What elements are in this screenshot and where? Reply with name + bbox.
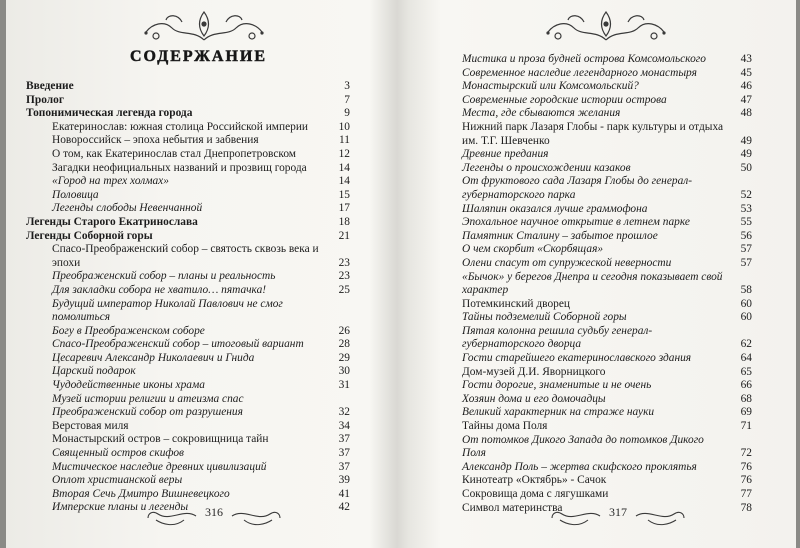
- toc-entry-page: 37: [338, 447, 350, 460]
- toc-entry-page: 69: [740, 406, 752, 419]
- toc-entry-page: 60: [740, 311, 752, 324]
- toc-entry-page: 76: [740, 474, 752, 487]
- toc-entry: [26, 447, 350, 461]
- toc-entry: [452, 311, 752, 325]
- toc-entry-page: 25: [338, 283, 350, 296]
- toc-entry: [26, 134, 350, 148]
- toc-entry-page: 46: [740, 80, 752, 93]
- toc-entry-page: 32: [338, 406, 350, 419]
- left-page: [26, 0, 371, 548]
- toc-entry-title: Цесаревич Александр Николаевич и Гнида: [52, 351, 255, 364]
- toc-entry-page: 68: [740, 392, 752, 405]
- toc-entry-title: Екатеринослав: южная столица Российской империи: [52, 120, 309, 133]
- toc-entry-page: 7: [344, 93, 350, 106]
- toc-entry: [26, 488, 350, 502]
- toc-entry-page: 15: [338, 188, 350, 201]
- toc-entry-title: Оплот христианской веры: [52, 474, 183, 487]
- toc-entry-page: 26: [338, 324, 350, 337]
- toc-entry-page: 39: [338, 474, 350, 487]
- toc-entry-title: Половица: [52, 188, 99, 201]
- toc-entry-title: Символ материнства: [462, 501, 563, 514]
- left-toc-list: [26, 80, 350, 515]
- toc-entry: [26, 230, 350, 244]
- toc-entry: [452, 67, 752, 81]
- toc-entry-title: Мистика и проза будней острова Комсомольского: [462, 53, 706, 65]
- toc-entry-title: Легенды Соборной горы: [26, 229, 153, 242]
- toc-entry: [452, 203, 752, 217]
- toc-entry: [452, 271, 752, 298]
- toc-entry-page: 60: [740, 297, 752, 310]
- toc-entry-title: От фруктового сада Лазаря Глобы до генерал-губернаторского парка: [462, 175, 693, 201]
- toc-entry-title: Нижний парк Лазаря Глобы - парк культуры и отдыха им. Т.Г. Шевченко: [462, 120, 724, 147]
- toc-entry-title: Места, где сбываются желания: [462, 107, 621, 120]
- toc-entry: [26, 420, 350, 434]
- toc-entry: [26, 94, 350, 108]
- toc-entry-page: 57: [740, 243, 752, 256]
- toc-entry-page: 66: [740, 379, 752, 392]
- toc-entry-page: 78: [740, 501, 752, 514]
- toc-entry-title: Тайны подземелий Соборной горы: [462, 311, 627, 324]
- toc-entry: [452, 474, 752, 488]
- toc-entry-page: 31: [338, 379, 350, 392]
- toc-entry: [452, 298, 752, 312]
- toc-entry-page: 37: [338, 460, 350, 473]
- toc-entry-title: Легенды о происхождении казаков: [462, 161, 631, 174]
- toc-entry-title: Гости старейшего екатеринославского здания: [462, 352, 692, 365]
- toc-entry-page: 43: [740, 53, 752, 65]
- toc-entry-page: 3: [344, 80, 350, 92]
- toc-entry-title: Музей истории религии и атеизма спас Преображенский собор от разрушения: [52, 392, 244, 419]
- toc-entry-page: 52: [740, 188, 752, 201]
- toc-entry-title: Эпохальное научное открытие в летнем парке: [462, 216, 690, 229]
- toc-entry-title: Чудодейственные иконы храма: [52, 379, 205, 392]
- toc-entry: [26, 365, 350, 379]
- toc-entry: [26, 80, 350, 94]
- toc-entry-title: Вторая Сечь Дмитро Вишневецкого: [52, 487, 230, 500]
- toc-entry: [26, 325, 350, 339]
- toc-entry: [452, 379, 752, 393]
- page-number: 317: [609, 505, 627, 519]
- top-ornament-icon: [540, 6, 672, 46]
- toc-entry-page: 9: [344, 107, 350, 120]
- toc-entry: [452, 352, 752, 366]
- toc-entry: [26, 189, 350, 203]
- toc-entry-title: Шаляпин оказался лучше граммофона: [462, 202, 648, 215]
- toc-entry-page: 62: [740, 338, 752, 351]
- toc-entry-title: Хозяин дома и его домочадцы: [462, 392, 606, 405]
- toc-entry-page: 11: [339, 134, 350, 147]
- toc-entry-page: 48: [740, 107, 752, 120]
- toc-entry: [452, 107, 752, 121]
- toc-entry-page: 56: [740, 229, 752, 242]
- toc-entry-page: 55: [740, 216, 752, 229]
- toc-entry-page: 21: [338, 229, 350, 242]
- toc-entry: [26, 379, 350, 393]
- toc-entry-title: Легенды слободы Невенчанной: [52, 202, 203, 215]
- toc-entry-page: 57: [740, 256, 752, 269]
- toc-entry: [26, 121, 350, 135]
- toc-entry-page: 58: [740, 284, 752, 297]
- toc-entry: [452, 434, 752, 461]
- toc-entry-title: О чем скорбит «Скорбящая»: [462, 243, 604, 256]
- toc-entry-title: От потомков Дикого Запада до потомков Дикого Поля: [462, 433, 704, 460]
- toc-entry: [26, 148, 350, 162]
- toc-entry-title: Сокровища дома с лягушками: [462, 488, 609, 500]
- toc-entry: [452, 420, 752, 434]
- toc-entry: [452, 393, 752, 407]
- right-toc-list: [452, 53, 752, 515]
- toc-entry-title: Легенды Старого Екатринослава: [26, 215, 198, 228]
- toc-entry-page: 10: [338, 120, 350, 133]
- toc-entry: [452, 162, 752, 176]
- toc-entry-title: Введение: [26, 80, 74, 92]
- toc-entry-title: Монастырский или Комсомольский?: [462, 80, 639, 93]
- toc-entry-title: О том, как Екатеринослав стал Днепропетровском: [52, 147, 297, 160]
- page-number: 316: [205, 505, 223, 519]
- toc-entry-page: 41: [338, 487, 350, 500]
- toc-entry-title: «Бычок» у берегов Днепра и сегодня показывает свой характер: [462, 270, 723, 297]
- toc-entry: [26, 474, 350, 488]
- toc-entry-page: 49: [740, 148, 752, 161]
- toc-entry: [26, 243, 350, 270]
- toc-entry-title: Современное наследие легендарного монастыря: [462, 66, 697, 79]
- toc-entry-title: «Город на трех холмах»: [52, 175, 169, 188]
- toc-entry: [452, 80, 752, 94]
- toc-entry: [452, 53, 752, 67]
- top-ornament-icon: [138, 6, 270, 46]
- toc-entry-page: 12: [338, 147, 350, 160]
- toc-entry: [452, 406, 752, 420]
- toc-entry-title: Царский подарок: [52, 365, 136, 378]
- toc-entry-page: 77: [740, 488, 752, 500]
- toc-entry: [452, 366, 752, 380]
- toc-entry: [452, 325, 752, 352]
- toc-entry: [26, 216, 350, 230]
- toc-entry-title: Великий характерник на страже науки: [462, 406, 655, 419]
- toc-entry-page: 23: [338, 270, 350, 283]
- toc-entry-page: 47: [740, 93, 752, 106]
- toc-entry: [26, 175, 350, 189]
- toc-entry-page: 76: [740, 460, 752, 473]
- toc-entry-page: 64: [740, 352, 752, 365]
- toc-entry-page: 65: [740, 365, 752, 378]
- toc-entry-page: 50: [740, 161, 752, 174]
- toc-entry: [26, 284, 350, 298]
- toc-entry: [26, 298, 350, 325]
- toc-entry-title: Памятник Сталину – забытое прошлое: [462, 229, 658, 242]
- right-page: [452, 0, 772, 548]
- toc-entry-page: 45: [740, 66, 752, 79]
- toc-entry: [452, 175, 752, 202]
- toc-entry-title: Монастырский остров – сокровищница тайн: [52, 433, 269, 446]
- toc-entry-title: Современные городские истории острова: [462, 93, 667, 106]
- toc-entry-title: Имперские планы и легенды: [52, 501, 189, 514]
- toc-entry-page: 34: [338, 419, 350, 432]
- toc-entry: [26, 352, 350, 366]
- toc-entry: [452, 230, 752, 244]
- toc-entry: [452, 216, 752, 230]
- toc-entry-title: Древние предания: [462, 148, 549, 161]
- toc-entry-page: 71: [740, 420, 752, 433]
- book-spread: [6, 0, 796, 548]
- toc-entry: [26, 393, 350, 420]
- toc-entry: [26, 162, 350, 176]
- toc-entry-title: Тайны дома Поля: [462, 420, 548, 433]
- toc-entry: [452, 148, 752, 162]
- toc-entry-page: 53: [740, 202, 752, 215]
- toc-entry-title: Спасо-Преображенский собор – итоговый вариант: [52, 338, 304, 351]
- toc-entry-page: 18: [338, 215, 350, 228]
- toc-entry-page: 17: [338, 202, 350, 215]
- toc-entry: [26, 107, 350, 121]
- toc-entry-title: Будущий император Николай Павлович не смог помолиться: [52, 297, 283, 324]
- toc-entry: [26, 433, 350, 447]
- contents-heading: СОДЕРЖАНИЕ: [129, 48, 268, 65]
- toc-entry-title: Топонимическая легенда города: [26, 107, 193, 120]
- toc-entry-title: Преображенский собор – планы и реальность: [52, 270, 276, 283]
- toc-entry: [452, 461, 752, 475]
- toc-entry: [452, 94, 752, 108]
- toc-entry-title: Александр Поль – жертва скифского проклятья: [462, 460, 697, 473]
- toc-entry-page: 37: [338, 433, 350, 446]
- toc-entry: [452, 488, 752, 502]
- toc-entry-page: 14: [338, 161, 350, 174]
- toc-entry-title: Олени спасут от супружеской неверности: [462, 256, 672, 269]
- toc-entry-page: 72: [740, 447, 752, 460]
- toc-entry-title: Дом-музей Д.И. Яворницкого: [462, 365, 606, 378]
- toc-entry: [26, 270, 350, 284]
- toc-entry-page: 49: [740, 134, 752, 147]
- toc-entry-page: 29: [338, 351, 350, 364]
- toc-entry-page: 30: [338, 365, 350, 378]
- toc-entry-page: 14: [338, 175, 350, 188]
- toc-entry-title: Кинотеатр «Октябрь» - Сачок: [462, 474, 607, 487]
- toc-entry-title: Гости дорогие, знаменитые и не очень: [462, 379, 652, 392]
- toc-entry-title: Священный остров скифов: [52, 447, 184, 460]
- toc-entry-page: 23: [338, 256, 350, 269]
- toc-entry-title: Богу в Преображенском соборе: [52, 324, 205, 337]
- toc-entry-title: Новороссийск – эпоха небытия и забвения: [52, 134, 259, 147]
- toc-entry-page: 28: [338, 338, 350, 351]
- toc-entry-title: Для закладки собора не хватило… пятачка!: [52, 283, 267, 296]
- toc-entry-title: Потемкинский дворец: [462, 297, 571, 310]
- toc-entry: [452, 257, 752, 271]
- toc-entry: [26, 338, 350, 352]
- toc-entry-title: Пятая колонна решила судьбу генерал-губернаторского дворца: [462, 324, 653, 351]
- toc-entry: [452, 243, 752, 257]
- toc-entry-title: Верстовая миля: [52, 419, 129, 432]
- toc-entry: [26, 202, 350, 216]
- toc-entry: [452, 121, 752, 148]
- toc-entry-title: Пролог: [26, 93, 64, 106]
- toc-entry-title: Мистическое наследие древних цивилизаций: [52, 460, 267, 473]
- toc-entry-title: Загадки неофициальных названий и прозвищ города: [52, 161, 307, 174]
- toc-entry-title: Спасо-Преображенский собор – святость сквозь века и эпохи: [52, 243, 319, 269]
- toc-entry-page: 42: [338, 501, 350, 514]
- toc-entry: [26, 461, 350, 475]
